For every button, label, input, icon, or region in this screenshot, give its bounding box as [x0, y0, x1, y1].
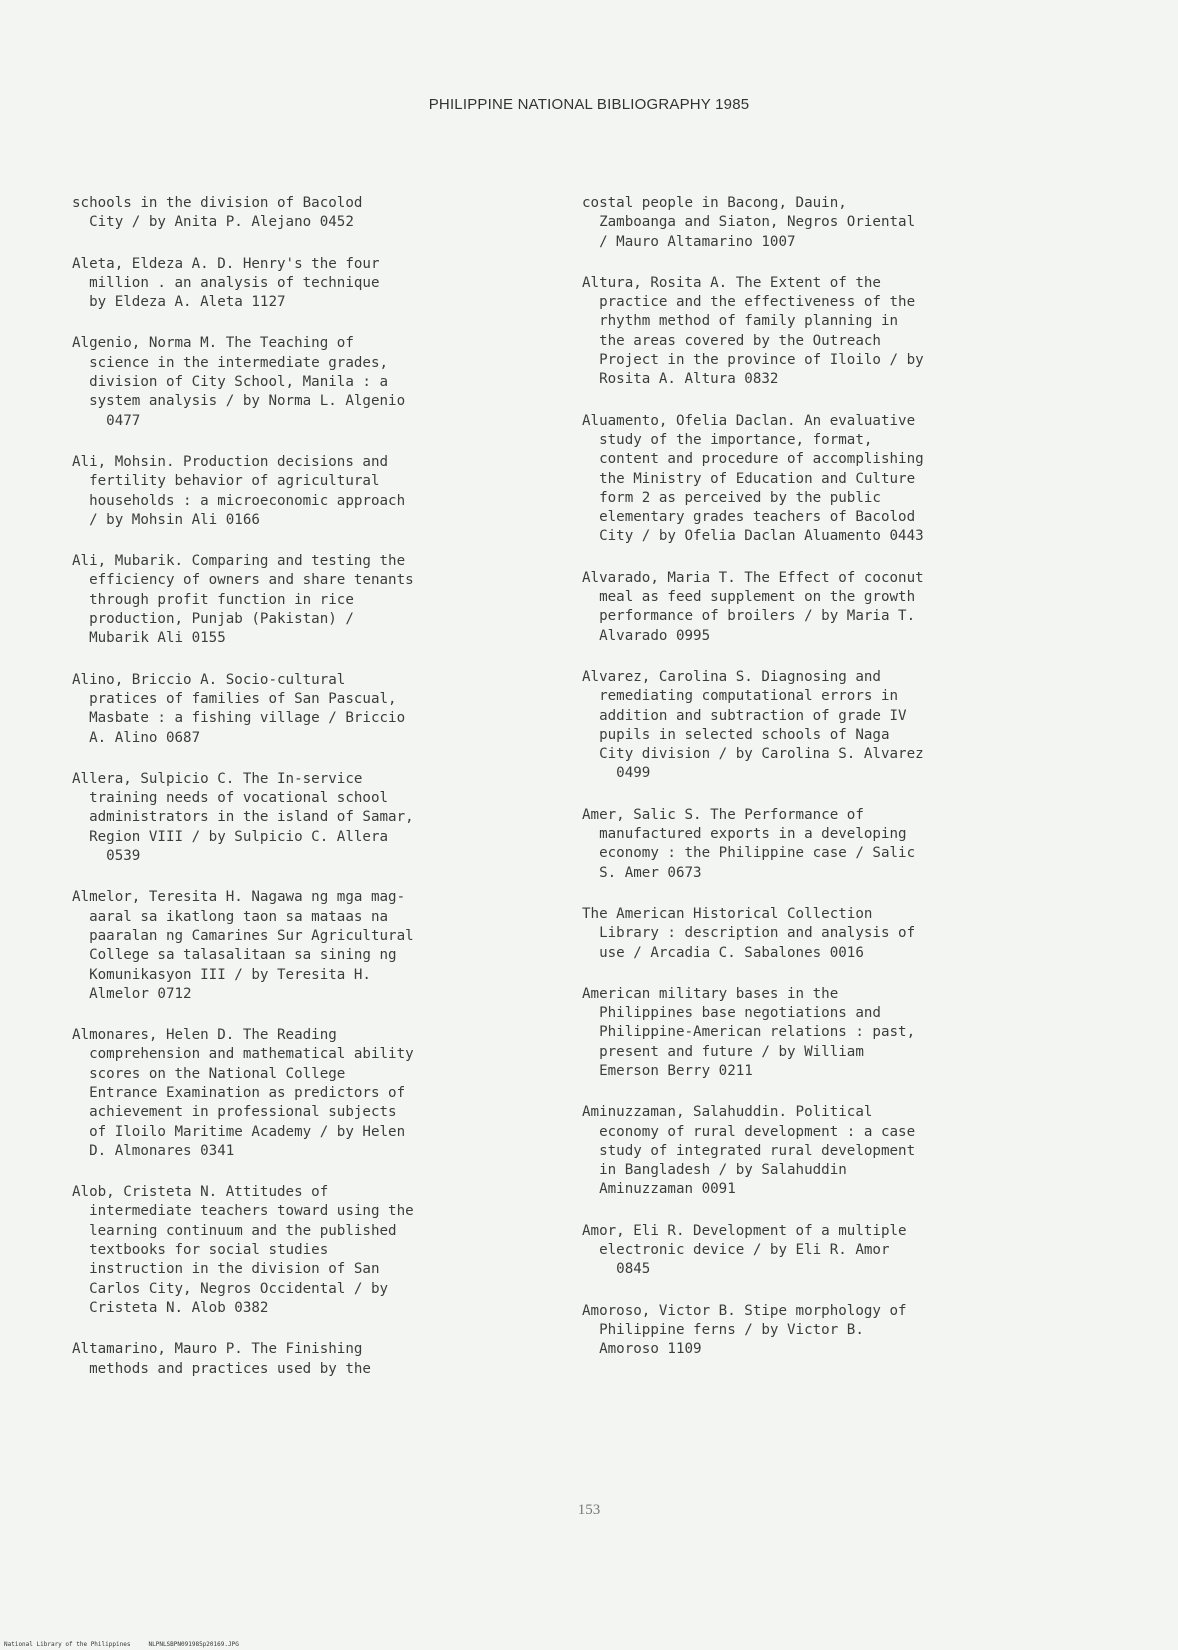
scan-footer: National Library of the Philippines NLPNLSBPN091985p20169.JPG	[4, 1641, 239, 1648]
bibliography-entry: Algenio, Norma M. The Teaching of science in the intermediate grades, division of City School, Manila : a system analysis / by Norma L. Algenio 0477	[72, 335, 406, 429]
bibliography-entry: Aluamento, Ofelia Daclan. An evaluative study of the importance, format, content and procedure of accomplishing the Ministry of Education and Culture form 2 as perceived by the public elementary grades teachers of Bacolod City / by Ofelia Daclan Aluamento 0443	[582, 412, 924, 545]
bibliography-entry: Aleta, Eldeza A. D. Henry's the four million . an analysis of technique by Eldeza A. Aleta 1127	[72, 255, 380, 311]
bibliography-entry: Alino, Briccio A. Socio-cultural pratices of families of San Pascual, Masbate : a fishing village / Briccio A. Alino 0687	[72, 671, 406, 746]
left-column	[72, 194, 542, 1401]
bibliography-entry: Alvarado, Maria T. The Effect of coconut meal as feed supplement on the growth performance of broilers / by Maria T. Alvarado 0995	[582, 569, 924, 644]
bibliography-entry: Alvarez, Carolina S. Diagnosing and remediating computational errors in addition and subtraction of grade IV pupils in selected schools of Naga City division / by Carolina S. Alvarez 0499	[582, 668, 924, 782]
bibliography-entry: American military bases in the Philippines base negotiations and Philippine-American relations : past, present and future / by William Emerson Berry 0211	[582, 985, 916, 1079]
bibliography-entry: The American Historical Collection Library : description and analysis of use / Arcadia C. Sabalones 0016	[582, 905, 916, 961]
bibliography-entry: Almelor, Teresita H. Nagawa ng mga mag- aaral sa ikatlong taon sa mataas na paaralan ng Camarines Sur Agricultural College sa talasalitaan sa sining ng Komunikasyon III / by Teresita H. Almelor 0712	[72, 889, 414, 1002]
bibliography-entry: Amer, Salic S. The Performance of manufactured exports in a developing economy : the Philippine case / Salic S. Amer 0673	[582, 806, 916, 881]
bibliography-entry: Ali, Mohsin. Production decisions and fertility behavior of agricultural households : a microeconomic approach / by Mohsin Ali 0166	[72, 453, 406, 528]
bibliography-entry: Amor, Eli R. Development of a multiple electronic device / by Eli R. Amor 0845	[582, 1222, 907, 1278]
bibliography-entry: Almonares, Helen D. The Reading comprehension and mathematical ability scores on the National College Entrance Examination as predictors of achievement in professional subjects of Iloilo Maritime Academy / by Helen D. Almonares 0341	[72, 1027, 414, 1159]
page-header: PHILIPPINE NATIONAL BIBLIOGRAPHY 1985	[428, 96, 750, 113]
bibliography-entry: Allera, Sulpicio C. The In-service training needs of vocational school administrators in the island of Samar, Region VIII / by Sulpicio C. Allera 0539	[72, 770, 414, 865]
bibliography-entry: Altura, Rosita A. The Extent of the practice and the effectiveness of the rhythm method of family planning in the areas covered by the Outreach Project in the province of Iloilo / by Rosita A. Altura 0832	[582, 274, 924, 388]
bibliography-entry: Aminuzzaman, Salahuddin. Political economy of rural development : a case study of integrated rural development in Bangladesh / by Salahuddin Aminuzzaman 0091	[582, 1104, 916, 1198]
bibliography-entry: Ali, Mubarik. Comparing and testing the efficiency of owners and share tenants through profit function in rice production, Punjab (Pakistan) / Mubarik Ali 0155	[72, 553, 414, 647]
bibliography-entry: Altamarino, Mauro P. The Finishing methods and practices used by the	[72, 1341, 371, 1377]
bibliography-entry: schools in the division of Bacolod City / by Anita P. Alejano 0452	[72, 195, 363, 231]
bibliography-entry: Alob, Cristeta N. Attitudes of intermediate teachers toward using the learning continuum and the published textbooks for social studies instruction in the division of San Carlos City, Negros Occidental / by Cristeta N. Alob 0382	[72, 1184, 414, 1316]
page-number: 153	[577, 1502, 601, 1518]
bibliography-entry: costal people in Bacong, Dauin, Zamboanga and Siaton, Negros Oriental / Mauro Altamarino 1007	[582, 195, 916, 250]
right-column	[582, 194, 1052, 1382]
bibliography-entry: Amoroso, Victor B. Stipe morphology of Philippine ferns / by Victor B. Amoroso 1109	[582, 1302, 907, 1358]
